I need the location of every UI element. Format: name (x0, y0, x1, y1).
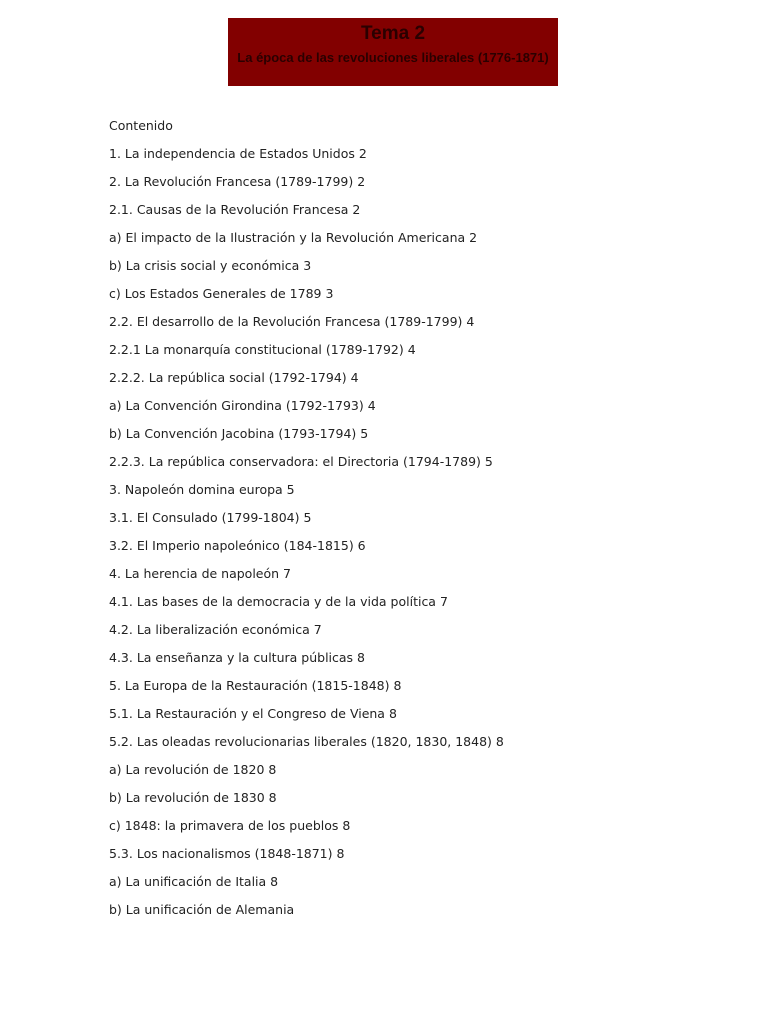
toc-entry: b) La crisis social y económica 3 (109, 258, 312, 273)
toc-entry: 4.2. La liberalización económica 7 (109, 622, 322, 637)
document-title: Tema 2 (360, 23, 426, 44)
table-of-contents (109, 117, 729, 929)
toc-entry: 2.2. El desarrollo de la Revolución Francesa (1789-1799) 4 (109, 314, 475, 329)
toc-entry: a) La Convención Girondina (1792-1793) 4 (109, 398, 376, 413)
toc-entry: 3. Napoleón domina europa 5 (109, 482, 295, 497)
toc-entry: 2.2.3. La república conservadora: el Directoria (1794-1789) 5 (109, 454, 493, 469)
toc-entry: 3.2. El Imperio napoleónico (184-1815) 6 (109, 538, 366, 553)
toc-entry: 3.1. El Consulado (1799-1804) 5 (109, 510, 312, 525)
document-subtitle: La época de las revoluciones liberales (1776-1871) (237, 50, 549, 65)
toc-entry: a) El impacto de la Ilustración y la Revolución Americana 2 (109, 230, 478, 245)
toc-entry: 4.3. La enseñanza y la cultura públicas 8 (109, 650, 365, 665)
toc-entry: 5.3. Los nacionalismos (1848-1871) 8 (109, 846, 345, 861)
toc-entry: 2.2.2. La república social (1792-1794) 4 (109, 370, 359, 385)
title-banner (228, 18, 558, 86)
toc-entry: 2.1. Causas de la Revolución Francesa 2 (109, 202, 361, 217)
toc-entry: 2.2.1 La monarquía constitucional (1789-1792) 4 (109, 342, 416, 357)
toc-entry: b) La Convención Jacobina (1793-1794) 5 (109, 426, 369, 441)
toc-entry: b) La unificación de Alemania (109, 902, 295, 917)
toc-entry: a) La unificación de Italia 8 (109, 874, 279, 889)
toc-entry: 1. La independencia de Estados Unidos 2 (109, 146, 367, 161)
toc-entry: a) La revolución de 1820 8 (109, 762, 277, 777)
toc-entry: c) 1848: la primavera de los pueblos 8 (109, 818, 351, 833)
toc-entry: 4.1. Las bases de la democracia y de la vida política 7 (109, 594, 448, 609)
toc-entry: 4. La herencia de napoleón 7 (109, 566, 291, 581)
toc-entry: 2. La Revolución Francesa (1789-1799) 2 (109, 174, 366, 189)
toc-entry: 5. La Europa de la Restauración (1815-1848) 8 (109, 678, 402, 693)
toc-entry: b) La revolución de 1830 8 (109, 790, 277, 805)
toc-heading: Contenido (109, 118, 173, 133)
toc-entry: 5.1. La Restauración y el Congreso de Viena 8 (109, 706, 397, 721)
toc-entry: c) Los Estados Generales de 1789 3 (109, 286, 334, 301)
toc-entry: 5.2. Las oleadas revolucionarias liberales (1820, 1830, 1848) 8 (109, 734, 504, 749)
